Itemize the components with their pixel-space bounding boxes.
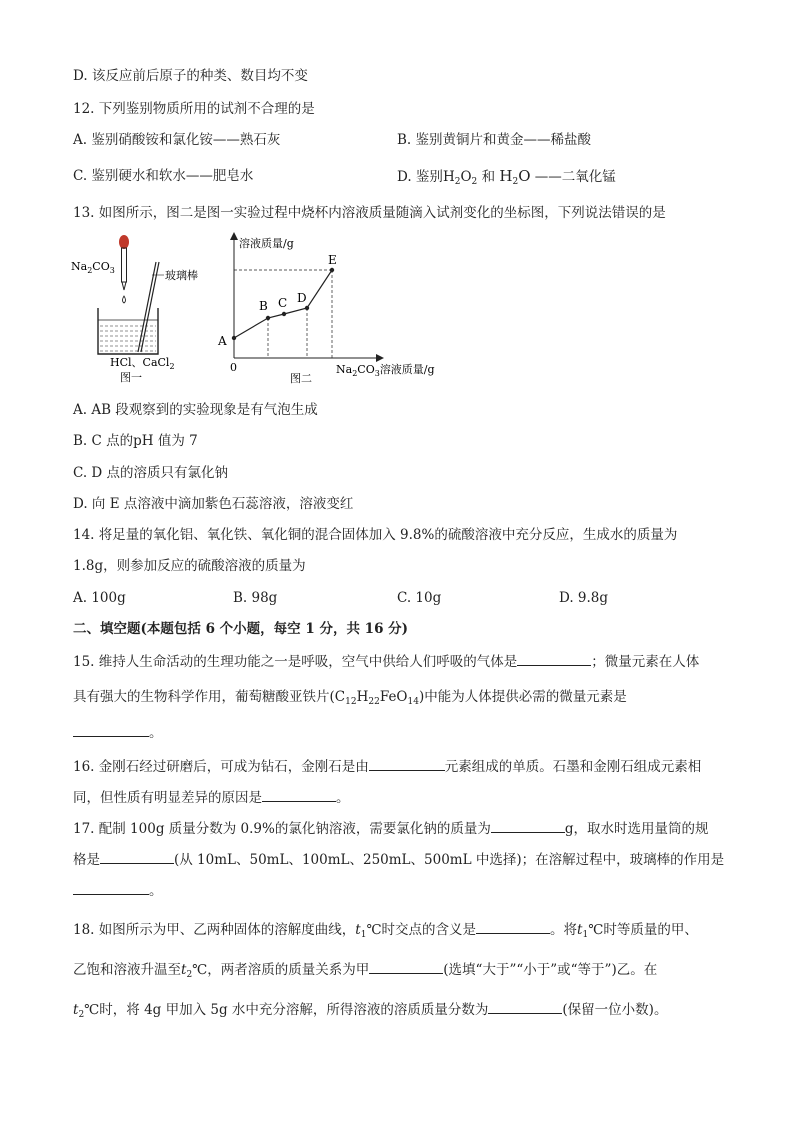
q14-option-c: C. 10g [397,590,442,606]
q13-option-d: D. 向 E 点溶液中滴加紫色石蕊溶液，溶液变红 [73,496,354,512]
point-b-label: B [259,299,268,313]
q13-stem: 13. 如图所示，图二是图一实验过程中烧杯内溶液质量随滴入试剂变化的坐标图，下列说法错误的是 [73,205,666,221]
q13-option-b: B. C 点的pH 值为 7 [73,433,198,449]
q12-option-d: D. 鉴别$H_2O_2$ 和 $H_2O$ ——二氧化锰 [397,167,616,187]
point-e-label: E [328,253,337,267]
q15-blank-2[interactable] [73,721,149,737]
q18-line-2: 乙饱和溶液升温至$t_2℃$，两者溶质的质量关系为甲 (选填“大于”“小于”或“等于”)乙。在 [73,958,657,980]
q14-stem-line-2: 1.8g，则参加反应的硫酸溶液的质量为 [73,558,306,574]
point-c [282,312,286,316]
q14-option-a: A. 100g [73,590,126,606]
q13-option-a: A. AB 段观察到的实验现象是有气泡生成 [73,402,318,418]
q15-line-1: 15. 维持人生命活动的生理功能之一是呼吸，空气中供给人们呼吸的气体是 ；微量元素在人体 [73,650,699,672]
q14-stem-line-1: 14. 将足量的氧化铝、氧化铁、氧化铜的混合固体加入 9.8%的硫酸溶液中充分反应，生成水的质量为 [73,527,678,543]
q15-blank-1[interactable] [517,650,591,666]
q12-option-b: B. 鉴别黄铜片和黄金——稀盐酸 [397,132,592,148]
beaker-label: HCl、CaCl$_2$ [110,356,175,371]
q18-blank-1[interactable] [476,918,550,934]
q11-option-d: D. 该反应前后原子的种类、数目均不变 [73,68,308,84]
q12-stem: 12. 下列鉴别物质所用的试剂不合理的是 [73,101,315,117]
q17-blank-3[interactable] [73,879,149,895]
dropper-tube [122,248,127,282]
point-a [232,336,236,340]
q18-line-3: $t_2℃$时，将 4g 甲加入 5g 水中充分溶解，所得溶液的溶质质量分数为 (保留一位小数)。 [73,998,667,1020]
q12-option-c: C. 鉴别硬水和软水——肥皂水 [73,168,254,184]
q15-line-2: 具有强大的生物科学作用，葡萄糖酸亚铁片$(C_{12}H_{22}FeO_{14})$中能为人体提供必需的微量元素是 [73,689,627,707]
q17-line-1: 17. 配制 100g 质量分数为 0.9%的氯化钠溶液，需要氯化钠的质量为 g，取水时选用量筒的规 [73,817,709,839]
q15-line-3: 。 [73,721,163,743]
rod-label: 玻璃棒 [165,269,198,282]
q13-figure-1 [68,230,218,390]
dropper-label: $Na_2CO_3$ [71,260,115,275]
q18-line-1: 18. 如图所示为甲、乙两种固体的溶解度曲线，$t_1℃$时交点的含义是 。将$t_1℃$时等质量的甲、 [73,918,698,940]
q16-line-2: 同，但性质有明显差异的原因是 。 [73,786,350,808]
q12-option-a: A. 鉴别硝酸铵和氯化铵——熟石灰 [73,132,281,148]
point-c-label: C [278,296,288,310]
droplet-icon [123,296,126,303]
q17-line-3: 。 [73,879,163,901]
glass-rod [138,262,156,352]
q18-blank-3[interactable] [488,998,562,1014]
q14-option-d: D. 9.8g [559,590,609,606]
q17-blank-2[interactable] [100,848,174,864]
point-e [330,268,334,272]
x-axis-label: $Na_2CO_3$溶液质量/g [336,363,435,378]
point-b [266,316,270,320]
dropper-bulb [119,235,129,249]
point-d [305,306,309,310]
figure-2-caption: 图二 [290,372,312,385]
q16-blank-2[interactable] [262,786,336,802]
point-d-label: D [297,291,307,305]
point-a-label: A [218,334,227,348]
q13-option-c: C. D 点的溶质只有氯化钠 [73,465,229,481]
q14-option-b: B. 98g [233,590,278,606]
section-2-title: 二、填空题(本题包括 6 个小题，每空 1 分，共 16 分) [73,621,409,637]
q16-line-1: 16. 金刚石经过研磨后，可成为钻石，金刚石是由 元素组成的单质。石墨和金刚石组成元素相 [73,755,701,777]
q17-blank-1[interactable] [491,817,565,833]
y-axis-label: 溶液质量/g [239,237,294,250]
q16-blank-1[interactable] [369,755,445,771]
q13-figure-2 [212,230,452,390]
q18-blank-2[interactable] [369,958,443,974]
origin-label: 0 [230,361,237,374]
q17-line-2: 格是 (从 10mL、50mL、100mL、250mL、500mL 中选择)；在溶解过程中，玻璃棒的作用是 [73,848,724,870]
figure-1-caption: 图一 [120,371,142,384]
